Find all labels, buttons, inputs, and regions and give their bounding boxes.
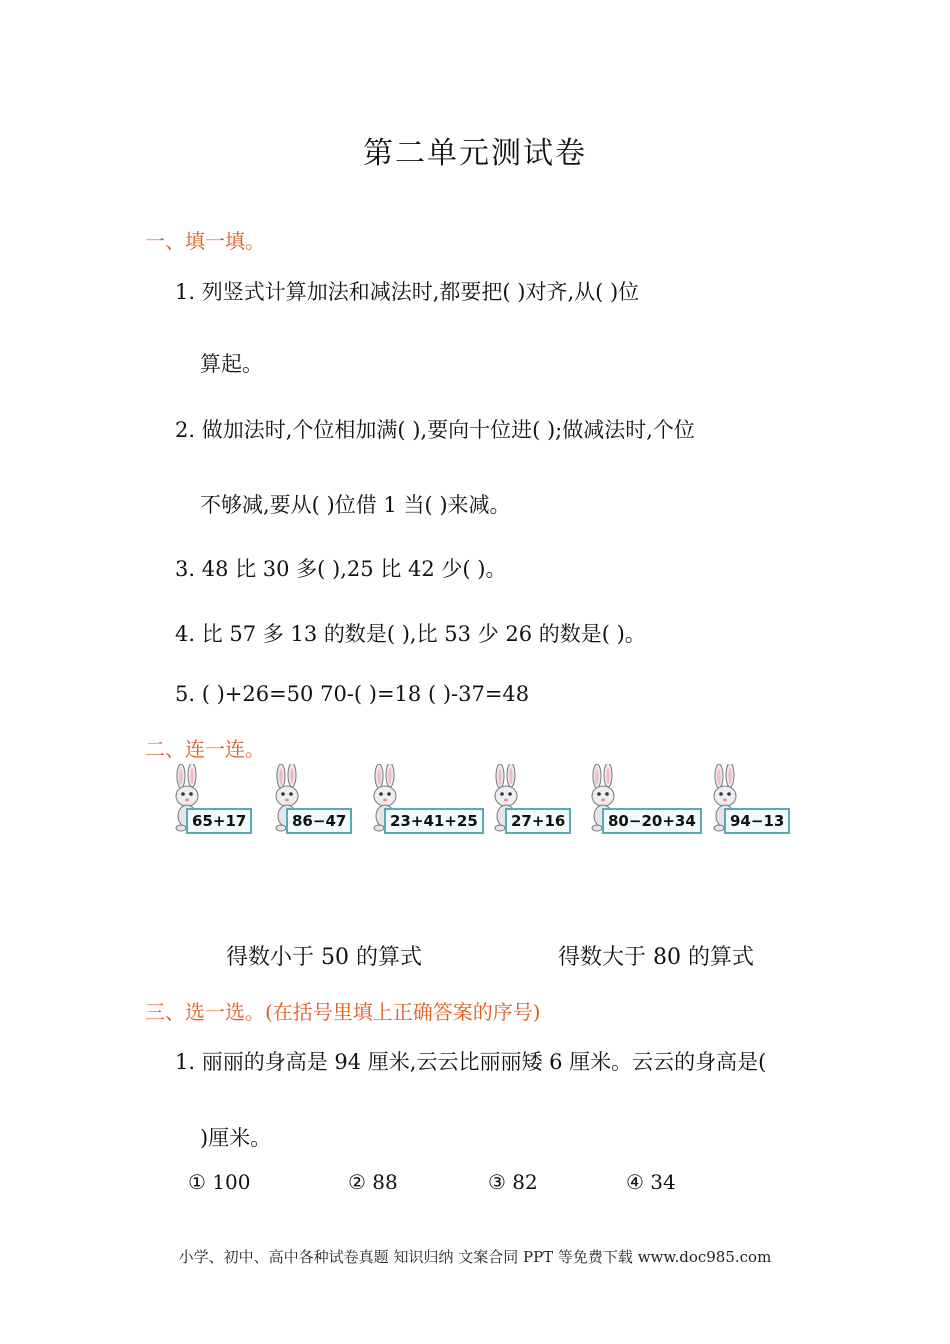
target-greater-than-80: 得数大于 80 的算式 — [558, 945, 754, 970]
fill-question-2-line2: 不够减,要从( )位借 1 当( )来减。 — [200, 493, 511, 517]
expression-box: 94−13 — [724, 808, 790, 834]
section-heading-connect: 二、连一连。 — [145, 737, 265, 761]
expression-box: 86−47 — [286, 808, 352, 834]
option-3: ③ 82 — [488, 1170, 538, 1194]
fill-question-1-line2: 算起。 — [200, 352, 263, 376]
option-1: ① 100 — [188, 1170, 251, 1194]
expression-box: 80−20+34 — [602, 808, 702, 834]
choose-options — [188, 1170, 676, 1194]
option-4: ④ 34 — [626, 1170, 676, 1194]
fill-question-3: 3. 48 比 30 多( ),25 比 42 少( )。 — [175, 557, 507, 581]
option-2: ② 88 — [348, 1170, 398, 1194]
fill-question-2-line1: 2. 做加法时,个位相加满( ),要向十位进( );做减法时,个位 — [175, 418, 695, 442]
expression-box: 23+41+25 — [384, 808, 484, 834]
expression-box: 27+16 — [505, 808, 571, 834]
section-heading-fill: 一、填一填。 — [145, 229, 265, 253]
expression-box: 65+17 — [186, 808, 252, 834]
page-title: 第二单元测试卷 — [363, 136, 587, 171]
choose-question-1-line2: )厘米。 — [200, 1126, 272, 1150]
fill-question-5: 5. ( )+26=50 70-( )=18 ( )-37=48 — [175, 682, 530, 706]
footer-text: 小学、初中、高中各种试卷真题 知识归纳 文案合同 PPT 等免费下载 www.doc985.com — [178, 1248, 772, 1266]
section-heading-choose: 三、选一选。(在括号里填上正确答案的序号) — [145, 1000, 541, 1024]
fill-question-1-line1: 1. 列竖式计算加法和减法时,都要把( )对齐,从( )位 — [175, 280, 640, 304]
choose-question-1-line1: 1. 丽丽的身高是 94 厘米,云云比丽丽矮 6 厘米。云云的身高是( — [175, 1050, 767, 1074]
fill-question-4: 4. 比 57 多 13 的数是( ),比 53 少 26 的数是( )。 — [175, 622, 646, 646]
target-less-than-50: 得数小于 50 的算式 — [226, 945, 422, 970]
